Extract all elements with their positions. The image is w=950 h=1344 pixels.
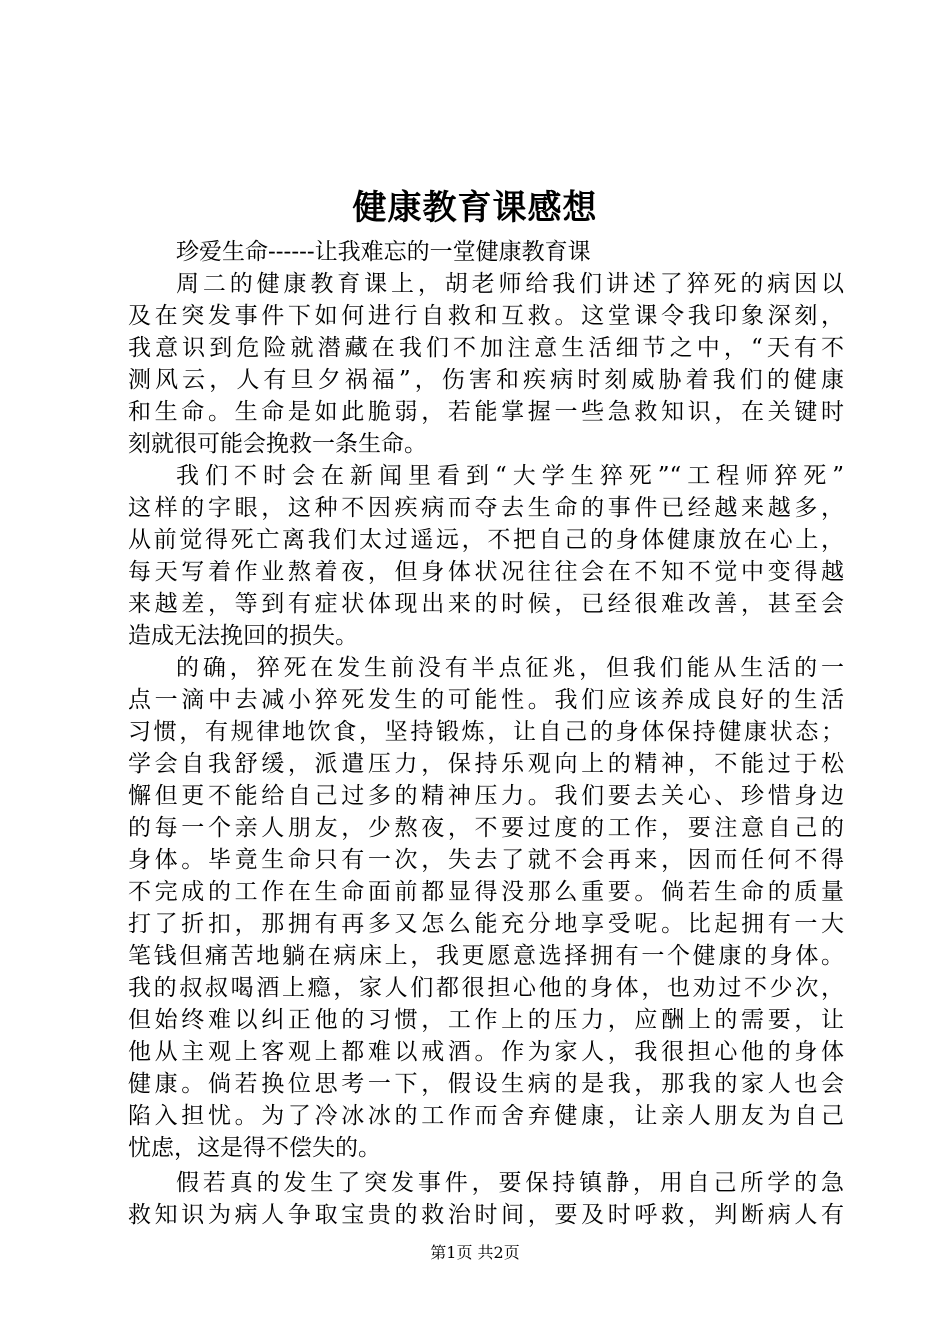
text-line: 健康。倘若换位思考一下，假设生病的是我，那我的家人也会 xyxy=(128,1071,844,1097)
text-line: 不完成的工作在生命面前都显得没那么重要。倘若生命的质量 xyxy=(128,879,844,905)
text-line: 忧虑，这是得不偿失的。 xyxy=(128,1135,381,1161)
document-title: 健康教育课感想 xyxy=(352,188,598,228)
text-line: 测风云，人有旦夕祸福”，伤害和疾病时刻威胁着我们的健康 xyxy=(128,367,844,393)
text-line: 我的叔叔喝酒上瘾，家人们都很担心他的身体，也劝过不少次， xyxy=(128,975,844,1001)
text-line: 习惯，有规律地饮食，坚持锻炼，让自己的身体保持健康状态； xyxy=(128,719,844,745)
text-line: 造成无法挽回的损失。 xyxy=(128,623,358,649)
text-line: 的确，猝死在发生前没有半点征兆，但我们能从生活的一 xyxy=(176,655,844,681)
text-line: 身体。毕竟生命只有一次，失去了就不会再来，因而任何不得 xyxy=(128,847,844,873)
text-line: 打了折扣，那拥有再多又怎么能充分地享受呢。比起拥有一大 xyxy=(128,911,844,937)
text-line: 及在突发事件下如何进行自救和互救。这堂课令我印象深刻， xyxy=(128,303,844,329)
text-line: 假若真的发生了突发事件，要保持镇静，用自己所学的急 xyxy=(176,1170,844,1196)
text-line: 周二的健康教育课上，胡老师给我们讲述了猝死的病因以 xyxy=(176,271,844,297)
text-line: 每天写着作业熬着夜，但身体状况往往会在不知不觉中变得越 xyxy=(128,559,844,585)
text-line: 从前觉得死亡离我们太过遥远，不把自己的身体健康放在心上， xyxy=(128,527,844,553)
text-line: 点一滴中去减小猝死发生的可能性。我们应该养成良好的生活 xyxy=(128,687,844,713)
text-line: 我们不时会在新闻里看到“大学生猝死”“工程师猝死” xyxy=(176,463,844,489)
text-line: 这样的字眼，这种不因疾病而夺去生命的事件已经越来越多， xyxy=(128,495,844,521)
text-line: 刻就很可能会挽救一条生命。 xyxy=(128,431,427,457)
page-footer: 第1页 共2页 xyxy=(430,1243,520,1262)
subtitle-line: 珍爱生命------让我难忘的一堂健康教育课 xyxy=(176,239,591,265)
document-body xyxy=(128,236,844,1231)
text-line: 他从主观上客观上都难以戒酒。作为家人，我很担心他的身体 xyxy=(128,1039,844,1065)
text-line: 懈但更不能给自己过多的精神压力。我们要去关心、珍惜身边 xyxy=(128,783,844,809)
text-line: 来越差，等到有症状体现出来的时候，已经很难改善，甚至会 xyxy=(128,591,844,617)
text-line: 陷入担忧。为了冷冰冰的工作而舍弃健康，让亲人朋友为自己 xyxy=(128,1103,844,1129)
text-line: 学会自我舒缓，派遣压力，保持乐观向上的精神，不能过于松 xyxy=(128,751,844,777)
text-line: 笔钱但痛苦地躺在病床上，我更愿意选择拥有一个健康的身体。 xyxy=(128,943,844,969)
text-line: 的每一个亲人朋友，少熬夜，不要过度的工作，要注意自己的 xyxy=(128,815,844,841)
text-line: 但始终难以纠正他的习惯，工作上的压力，应酬上的需要，让 xyxy=(128,1007,844,1033)
text-line: 我意识到危险就潜藏在我们不加注意生活细节之中，“天有不 xyxy=(128,335,844,361)
text-line: 救知识为病人争取宝贵的救治时间，要及时呼救，判断病人有 xyxy=(128,1202,844,1228)
text-line: 和生命。生命是如此脆弱，若能掌握一些急救知识，在关键时 xyxy=(128,399,844,425)
